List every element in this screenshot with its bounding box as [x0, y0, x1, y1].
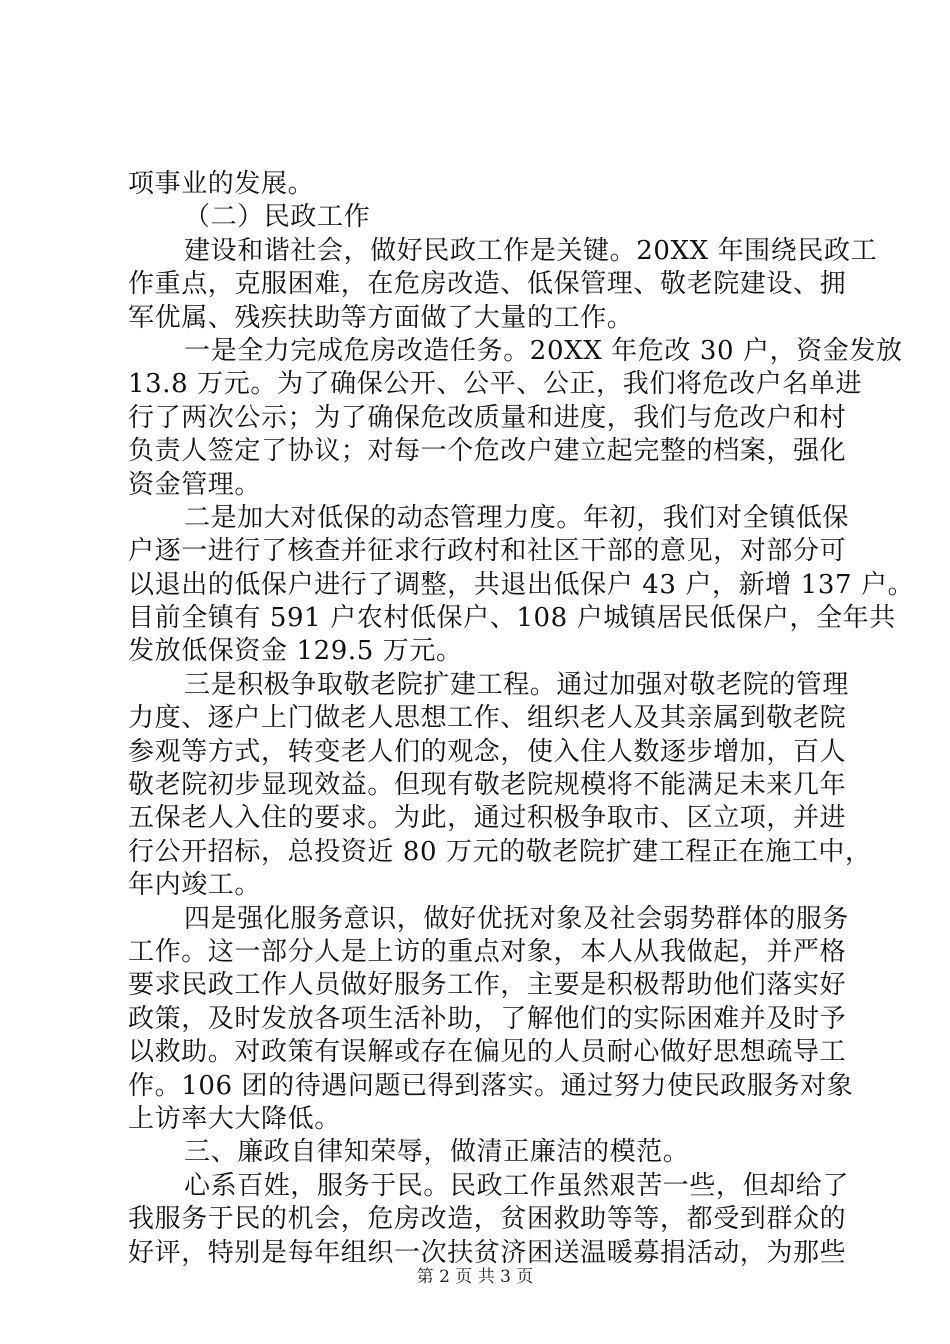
text-line: 五保老人入住的要求。为此，通过积极争取市、区立项，并进: [128, 803, 847, 834]
text-line: 我服务于民的机会，危房改造，贫困救助等等，都受到群众的: [128, 1204, 847, 1235]
text-line: 以救助。对政策有误解或存在偏见的人员耐心做好思想疏导工: [128, 1037, 847, 1068]
text-line: 13.8 万元。为了确保公开、公平、公正，我们将危改户名单进: [128, 369, 863, 400]
text-line: （二）民政工作: [184, 202, 371, 233]
text-line: 户逐一进行了核查并征求行政村和社区干部的意见，对部分可: [128, 536, 847, 567]
text-line: 三是积极争取敬老院扩建工程。通过加强对敬老院的管理: [184, 669, 850, 700]
text-line: 政策，及时发放各项生活补助，了解他们的实际困难并及时予: [128, 1003, 847, 1034]
document-body: [128, 168, 915, 1270]
text-line: 行公开招标，总投资近 80 万元的敬老院扩建工程正在施工中，: [128, 836, 872, 867]
text-line: 敬老院初步显现效益。但现有敬老院规模将不能满足未来几年: [128, 770, 847, 801]
text-line: 上访率大大降低。: [128, 1103, 341, 1134]
text-line: 以退出的低保户进行了调整，共退出低保户 43 户，新增 137 户。: [128, 569, 915, 600]
text-line: 工作。这一部分人是上访的重点对象，本人从我做起，并严格: [128, 936, 847, 967]
text-line: 四是强化服务意识，做好优抚对象及社会弱势群体的服务: [184, 903, 850, 934]
text-line: 作。106 团的待遇问题已得到落实。通过努力使民政服务对象: [128, 1070, 854, 1101]
text-line: 目前全镇有 591 户农村低保户、108 户城镇居民低保户，全年共: [128, 603, 896, 634]
text-line: 好评，特别是每年组织一次扶贫济困送温暖募捐活动，为那些: [128, 1237, 847, 1268]
text-line: 资金管理。: [128, 469, 262, 500]
text-line: 作重点，克服困难，在危房改造、低保管理、敬老院建设、拥: [128, 269, 847, 300]
text-line: 项事业的发展。: [128, 169, 315, 199]
text-line: 负责人签定了协议；对每一个危改户建立起完整的档案，强化: [128, 436, 847, 467]
text-line: 三、廉政自律知荣辱，做清正廉洁的模范。: [184, 1137, 690, 1168]
text-line: 二是加大对低保的动态管理力度。年初，我们对全镇低保: [184, 502, 850, 533]
text-line: 力度、逐户上门做老人思想工作、组织老人及其亲属到敬老院: [128, 703, 847, 734]
text-line: 心系百姓，服务于民。民政工作虽然艰苦一些，但却给了: [184, 1170, 850, 1201]
text-line: 行了两次公示；为了确保危改质量和进度，我们与危改户和村: [128, 402, 847, 433]
text-line: 军优属、残疾扶助等方面做了大量的工作。: [128, 302, 634, 333]
text-line: 发放低保资金 129.5 万元。: [128, 636, 463, 667]
page-footer: 第 2 页 共 3 页: [416, 1267, 534, 1287]
text-line: 建设和谐社会，做好民政工作是关键。20XX 年围绕民政工: [184, 235, 878, 266]
text-line: 要求民政工作人员做好服务工作，主要是积极帮助他们落实好: [128, 970, 847, 1001]
text-line: 参观等方式，转变老人们的观念，使入住人数逐步增加，百人: [128, 736, 847, 767]
text-line: 年内竣工。: [128, 870, 262, 901]
text-line: 一是全力完成危房改造任务。20XX 年危改 30 户，资金发放: [184, 335, 903, 366]
